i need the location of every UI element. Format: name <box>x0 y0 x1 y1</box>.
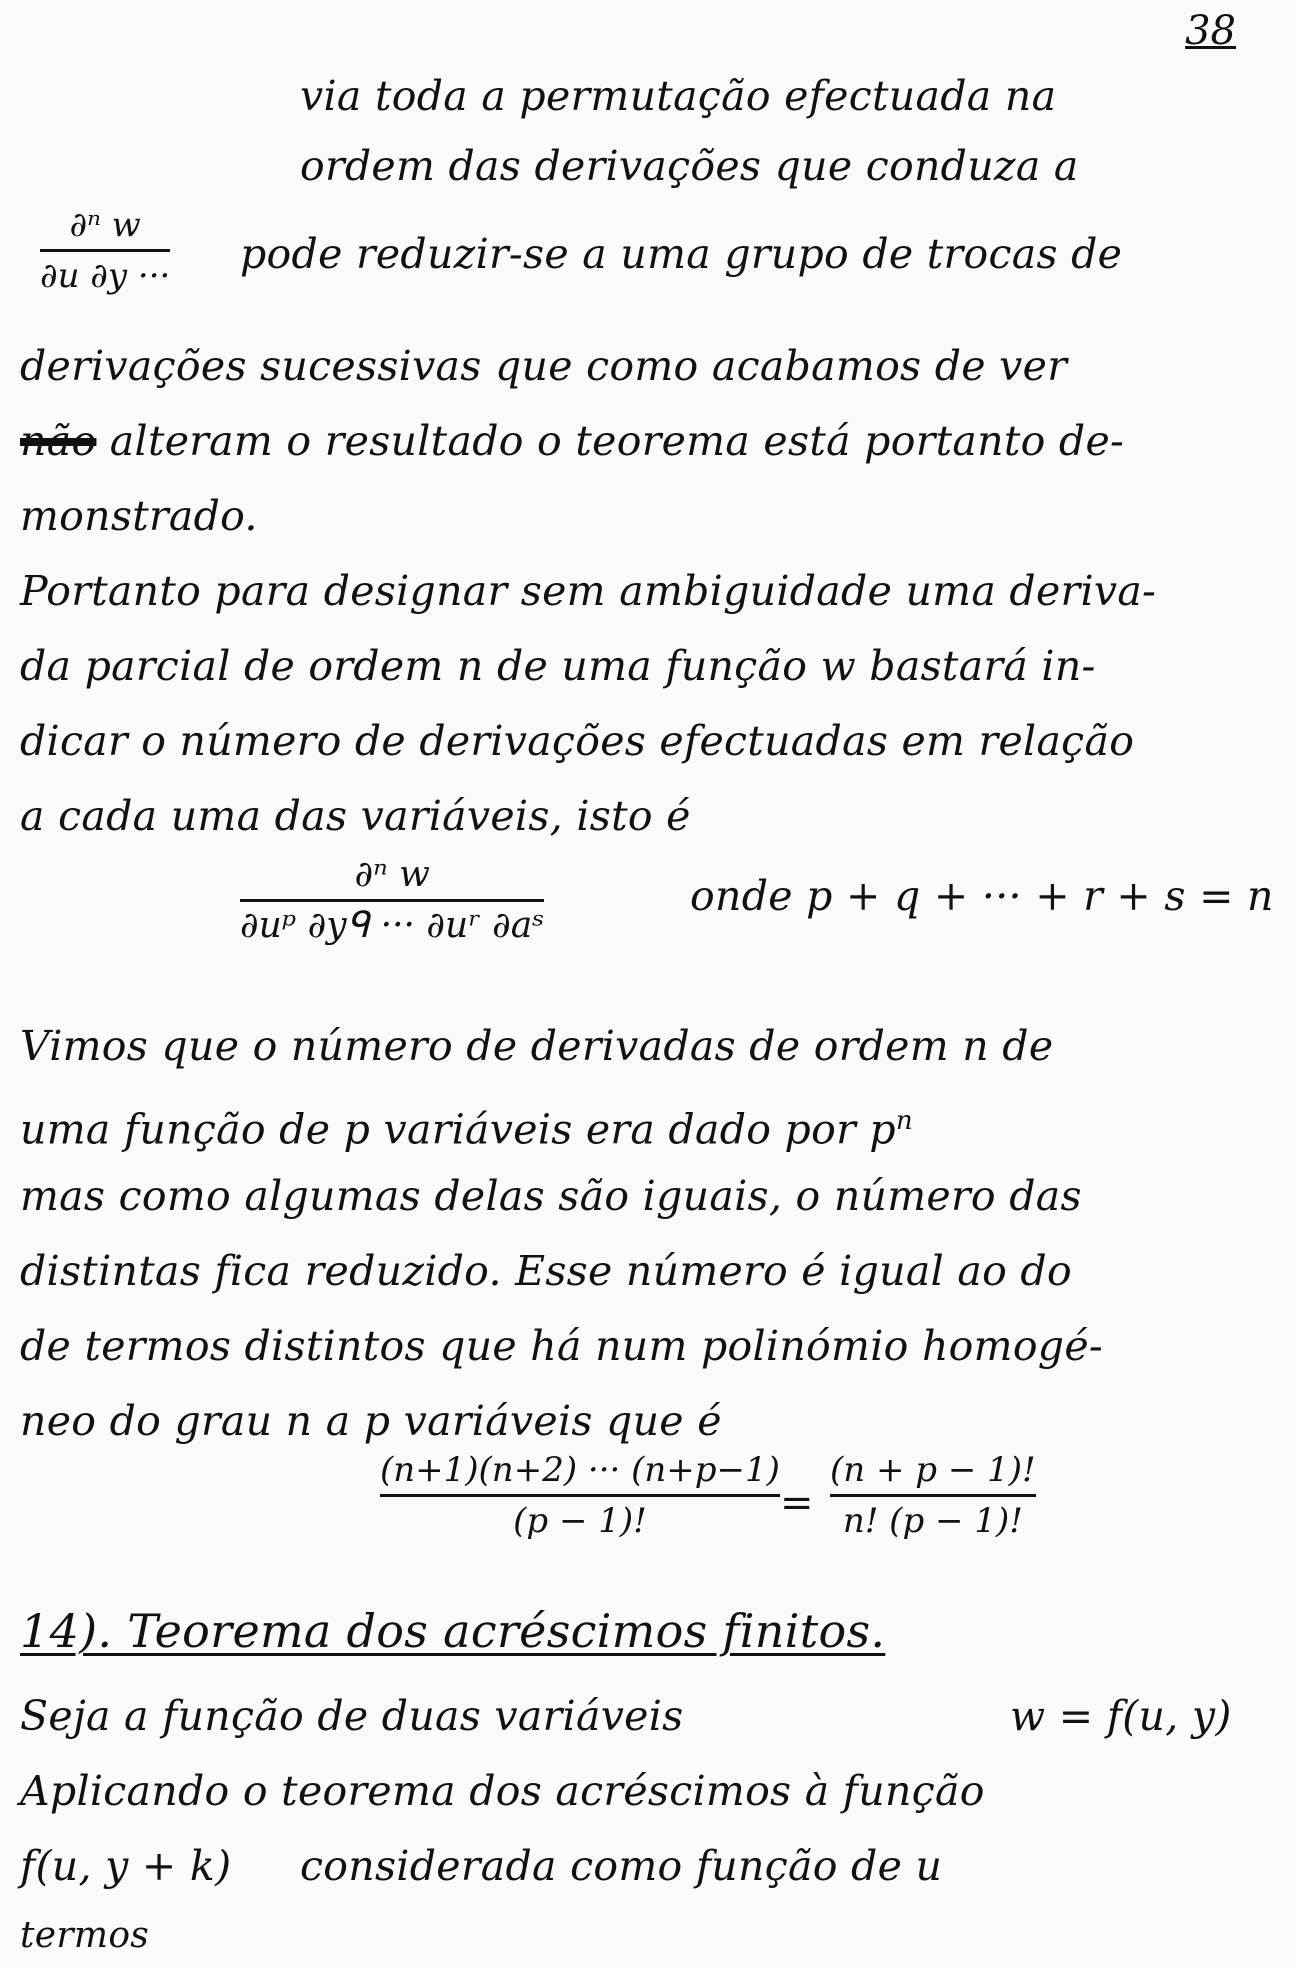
text-line: de termos distintos que há num polinómio homogé- <box>20 1322 1104 1370</box>
text-line: dicar o número de derivações efectuadas em relação <box>20 717 1135 765</box>
fraction-denominator: ∂u ∂y ··· <box>40 256 171 296</box>
text-line: monstrado. <box>20 492 258 540</box>
fraction-bar <box>830 1494 1036 1497</box>
line-text: uma função de p variáveis era dado por p <box>20 1105 896 1154</box>
function-f: f(u, y + k) <box>20 1842 232 1890</box>
struck-word: não <box>20 417 97 465</box>
function-w: w = f(u, y) <box>1010 1692 1232 1740</box>
section-heading: 14). Teorema dos acréscimos finitos. <box>20 1604 886 1658</box>
superscript: n <box>895 1106 913 1136</box>
fraction-count-2 <box>830 1450 1036 1541</box>
condition-text: onde p + q + ··· + r + s = n <box>690 872 1274 920</box>
text-line: via toda a permutação efectuada na <box>300 72 1057 120</box>
fraction-denominator: ∂uᵖ ∂yᑫ ··· ∂uʳ ∂aˢ <box>240 905 545 946</box>
text-line: a cada uma das variáveis, isto é <box>20 792 691 840</box>
text-line <box>20 1095 913 1156</box>
text-line: distintas fica reduzido. Esse número é igual ao do <box>20 1247 1072 1295</box>
text-line: neo do grau n a p variáveis que é <box>20 1397 722 1445</box>
fraction-numerator: (n + p − 1)! <box>830 1450 1036 1490</box>
fraction-derivative-2 <box>240 855 544 946</box>
text-line: mas como algumas delas são iguais, o número das <box>20 1172 1082 1220</box>
fraction-denominator: (p − 1)! <box>513 1501 647 1541</box>
fraction-numerator: (n+1)(n+2) ··· (n+p−1) <box>380 1450 780 1490</box>
fraction-bar <box>380 1494 780 1497</box>
text-line: Aplicando o teorema dos acréscimos à função <box>20 1767 985 1815</box>
fraction-numerator: ∂ⁿ w <box>354 854 430 895</box>
text-line: pode reduzir-se a uma grupo de trocas de <box>240 230 1123 278</box>
equals-sign: = <box>780 1480 814 1526</box>
fraction-bar <box>240 899 544 902</box>
text-line: da parcial de ordem n de uma função w bastará in- <box>20 642 1096 690</box>
fraction-denominator: n! (p − 1)! <box>842 1501 1023 1541</box>
text-line: Seja a função de duas variáveis <box>20 1692 684 1740</box>
text-line: Portanto para designar sem ambiguidade uma deriva- <box>20 567 1157 615</box>
text-line <box>20 415 1124 467</box>
page-number: 38 <box>1185 8 1236 54</box>
text-line: ordem das derivações que conduza a <box>300 142 1079 190</box>
text-line: derivações sucessivas que como acabamos de ver <box>20 342 1068 390</box>
line-text: alteram o resultado o teorema está portanto de- <box>109 417 1125 465</box>
fraction-count-1 <box>380 1450 780 1541</box>
text-line: considerada como função de u <box>300 1842 943 1890</box>
text-line: Vimos que o número de derivadas de ordem n de <box>20 1022 1054 1070</box>
fraction-numerator: ∂ⁿ w <box>69 205 141 245</box>
text-line: termos <box>20 1915 150 1956</box>
fraction-bar <box>40 249 170 252</box>
fraction-derivative-1 <box>40 205 170 296</box>
